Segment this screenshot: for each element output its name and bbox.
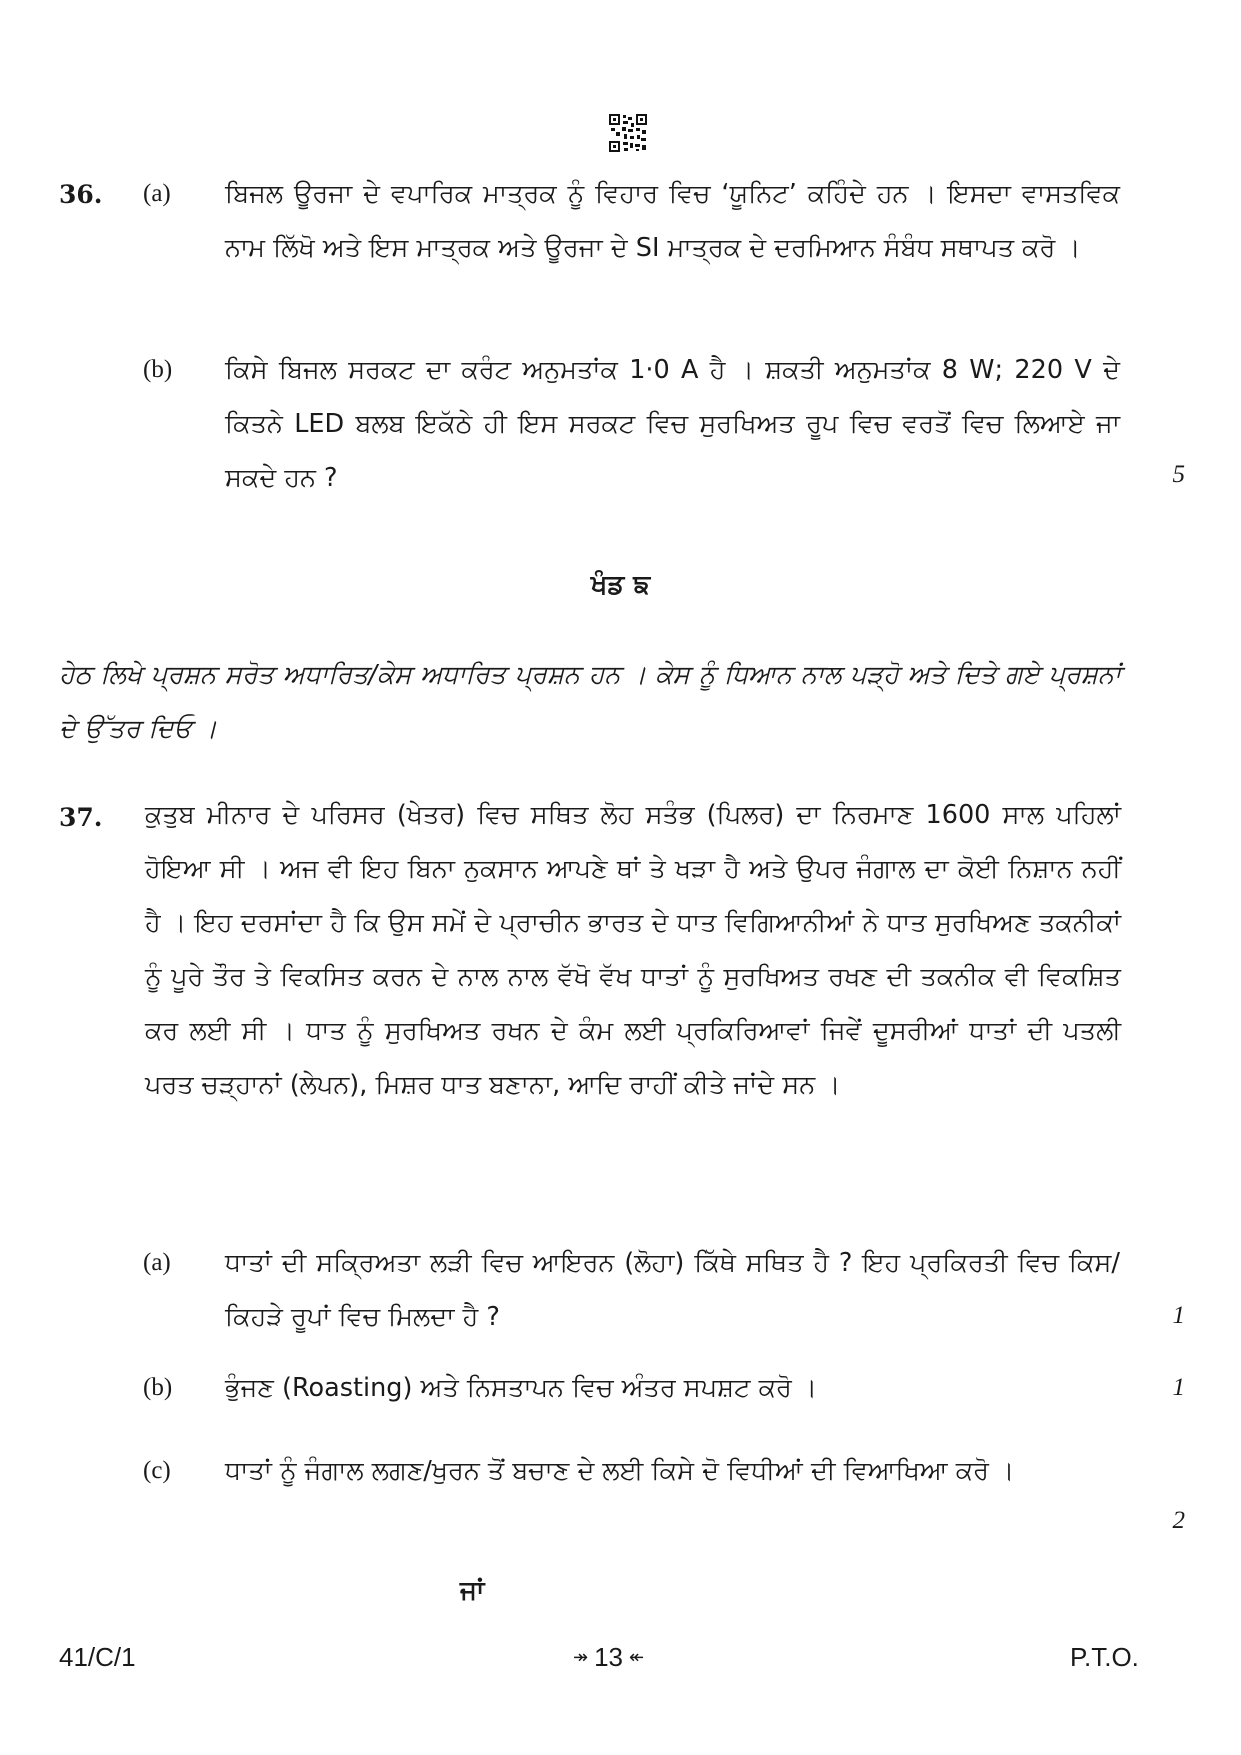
paper-code: 41/C/1 bbox=[59, 1642, 136, 1672]
subquestion-text: ਕਿਸੇ ਬਿਜਲ ਸਰਕਟ ਦਾ ਕਰੰਟ ਅਨੁਮਤਾਂਕ 1·0 A ਹੈ । ਸ਼ਕਤੀ ਅਨੁਮਤਾਂਕ 8 W; 220 V ਦੇ ਕਿਤਨੇ LED ਬਲਬ ਇਕੱਠੇ ਹੀ ਇਸ ਸਰਕਟ ਵਿਚ ਸੁਰਖਿਅਤ ਰੂਪ ਵਿਚ ਵਰਤੋਂ ਵਿਚ ਲਿਆਏ ਜਾ ਸਕਦੇ ਹਨ ? bbox=[225, 355, 1120, 493]
question-number: 36. bbox=[59, 180, 103, 209]
section-instruction: ਹੇਠ ਲਿਖੇ ਪ੍ਰਸ਼ਨ ਸਰੋਤ ਅਧਾਰਿਤ/ਕੇਸ ਅਧਾਰਿਤ ਪ੍ਰਸ਼ਨ ਹਨ । ਕੇਸ ਨੂੰ ਧਿਆਨ ਨਾਲ ਪੜ੍ਹੋ ਅਤੇ ਦਿਤੇ ਗਏ ਪ੍ਰਸ਼ਨਾਂ ਦੇ ਉੱਤਰ ਦਿਓ । bbox=[59, 660, 1121, 744]
subquestion-text: ਧਾਤਾਂ ਦੀ ਸਕ੍ਰਿਅਤਾ ਲੜੀ ਵਿਚ ਆਇਰਨ (ਲੋਹਾ) ਕਿੱਥੇ ਸਥਿਤ ਹੈ ? ਇਹ ਪ੍ਰਕਿਰਤੀ ਵਿਚ ਕਿਸ/ਕਿਹੜੇ ਰੂਪਾਂ ਵਿਚ ਮਿਲਦਾ ਹੈ ? bbox=[225, 1248, 1120, 1332]
marks: 1 bbox=[1172, 1374, 1185, 1401]
subquestion-label: (a) bbox=[143, 1249, 171, 1276]
subquestion-label: (c) bbox=[143, 1457, 171, 1484]
page-number: 13 bbox=[594, 1642, 624, 1672]
or-label: ਜਾਂ bbox=[460, 1576, 485, 1606]
diamond-arrow-left-icon: ↠ bbox=[573, 1647, 589, 1667]
subquestion-text: ਬਿਜਲ ਊਰਜਾ ਦੇ ਵਪਾਰਿਕ ਮਾਤ੍ਰਕ ਨੂੰ ਵਿਹਾਰ ਵਿਚ ‘ਯੂਨਿਟ’ ਕਹਿੰਦੇ ਹਨ । ਇਸਦਾ ਵਾਸਤਵਿਕ ਨਾਮ ਲਿੱਖੋ ਅਤੇ ਇਸ ਮਾਤ੍ਰਕ ਅਤੇ ਊਰਜਾ ਦੇ SI ਮਾਤ੍ਰਕ ਦੇ ਦਰਮਿਆਨ ਸੰਬੰਧ ਸਥਾਪਤ ਕਰੋ । bbox=[225, 179, 1120, 263]
pto-label: P.T.O. bbox=[1070, 1642, 1139, 1672]
question-number: 37. bbox=[59, 803, 103, 832]
subquestion-text: ਭੁੰਜਣ (Roasting) ਅਤੇ ਨਿਸਤਾਪਨ ਵਿਚ ਅੰਤਰ ਸਪਸ਼ਟ ਕਰੋ । bbox=[225, 1373, 818, 1403]
marks: 2 bbox=[1172, 1507, 1185, 1534]
subquestion-label: (b) bbox=[143, 356, 173, 383]
page-number-block bbox=[573, 1642, 644, 1673]
subquestion-label: (b) bbox=[143, 1374, 173, 1401]
section-heading: ਖੰਡ ਙ bbox=[590, 570, 651, 600]
marks: 5 bbox=[1172, 461, 1185, 488]
marks: 1 bbox=[1172, 1302, 1185, 1329]
qr-code bbox=[609, 114, 647, 152]
subquestion-text: ਧਾਤਾਂ ਨੂੰ ਜੰਗਾਲ ਲਗਣ/ਖੁਰਨ ਤੋਂ ਬਚਾਣ ਦੇ ਲਈ ਕਿਸੇ ਦੋ ਵਿਧੀਆਂ ਦੀ ਵਿਆਖਿਆ ਕਰੋ । bbox=[225, 1456, 1015, 1486]
case-passage: ਕੁਤੁਬ ਮੀਨਾਰ ਦੇ ਪਰਿਸਰ (ਖੇਤਰ) ਵਿਚ ਸਥਿਤ ਲੋਹ ਸਤੰਭ (ਪਿਲਰ) ਦਾ ਨਿਰਮਾਣ 1600 ਸਾਲ ਪਹਿਲਾਂ ਹੋਇਆ ਸੀ । ਅਜ ਵੀ ਇਹ ਬਿਨਾ ਨੁਕਸਾਨ ਆਪਣੇ ਥਾਂ ਤੇ ਖੜਾ ਹੈ ਅਤੇ ਉਪਰ ਜੰਗਾਲ ਦਾ ਕੋਈ ਨਿਸ਼ਾਨ ਨਹੀਂ ਹੈ । ਇਹ ਦਰਸਾਂਦਾ ਹੈ ਕਿ ਉਸ ਸਮੇਂ ਦੇ ਪ੍ਰਾਚੀਨ ਭਾਰਤ ਦੇ ਧਾਤ ਵਿਗਿਆਨੀਆਂ ਨੇ ਧਾਤ ਸੁਰਖਿਅਣ ਤਕਨੀਕਾਂ ਨੂੰ ਪੂਰੇ ਤੌਰ ਤੇ ਵਿਕਸਿਤ ਕਰਨ ਦੇ ਨਾਲ ਨਾਲ ਵੱਖੋ ਵੱਖ ਧਾਤਾਂ ਨੂੰ ਸੁਰਖਿਅਤ ਰਖਣ ਦੀ ਤਕਨੀਕ ਵੀ ਵਿਕਸ਼ਿਤ ਕਰ ਲਈ ਸੀ । ਧਾਤ ਨੂੰ ਸੁਰਖਿਅਤ ਰਖਨ ਦੇ ਕੰਮ ਲਈ ਪ੍ਰਕਿਰਿਆਵਾਂ ਜਿਵੇਂ ਦੂਸਰੀਆਂ ਧਾਤਾਂ ਦੀ ਪਤਲੀ ਪਰਤ ਚੜ੍ਹਾਨਾਂ (ਲੇਪਨ), ਮਿਸ਼ਰ ਧਾਤ ਬਣਾਨਾ, ਆਦਿ ਰਾਹੀਂ ਕੀਤੇ ਜਾਂਦੇ ਸਨ । bbox=[145, 800, 1121, 1100]
diamond-arrow-right-icon: ↞ bbox=[629, 1647, 645, 1667]
subquestion-label: (a) bbox=[143, 180, 171, 207]
